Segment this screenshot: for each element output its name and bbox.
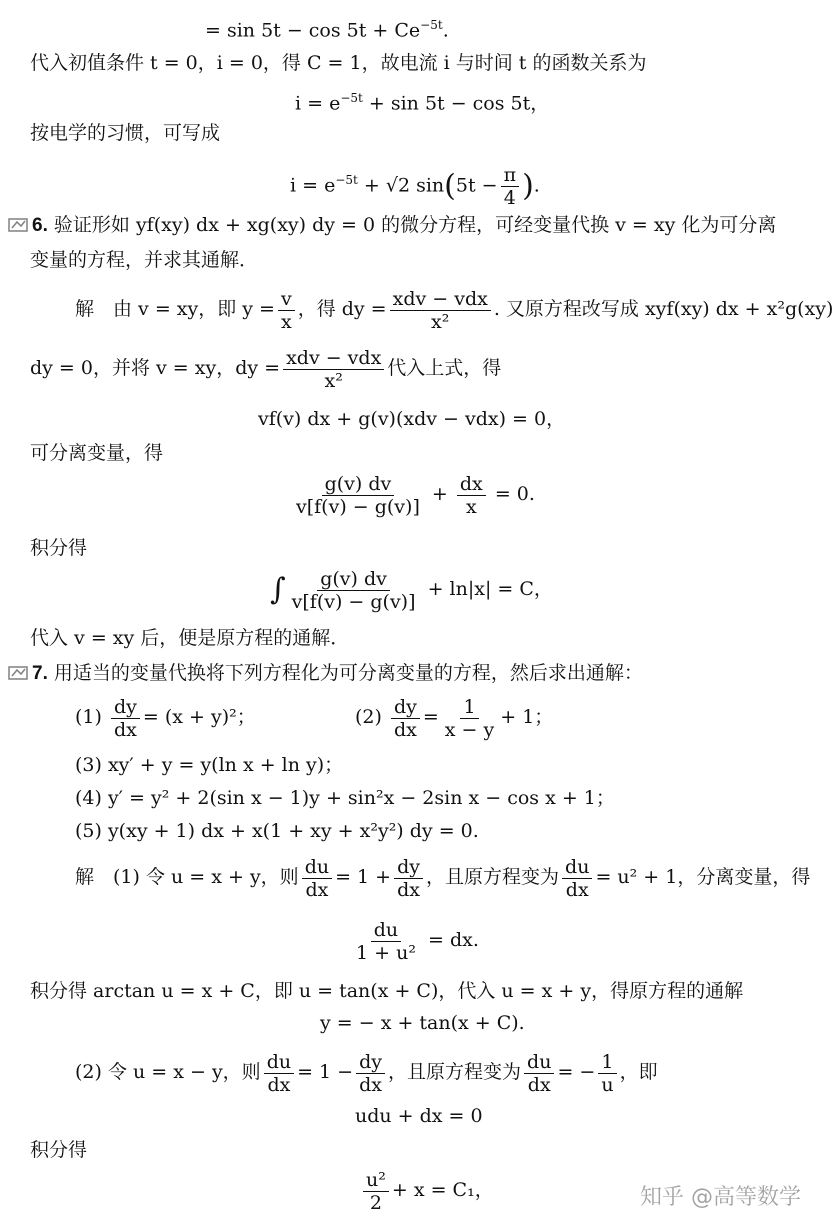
numerator: g(v) dv — [322, 473, 395, 496]
exercise-icon — [8, 665, 30, 681]
fraction — [264, 1051, 294, 1096]
fraction — [457, 473, 486, 518]
equation-line — [295, 85, 549, 116]
equation-text: + sin 5t − cos 5t， — [362, 92, 550, 115]
fraction — [394, 856, 423, 901]
equation-line — [290, 472, 535, 518]
numerator: du — [371, 919, 401, 942]
fraction — [390, 288, 491, 333]
numerator: dy — [356, 1051, 385, 1074]
denominator: dx — [565, 878, 589, 901]
exponent: −5t — [335, 173, 358, 187]
solution-text: ，且原方程变为 — [388, 1061, 522, 1083]
equation-line — [205, 12, 449, 43]
equation-text: = sin 5t − cos 5t + Ce — [205, 19, 421, 42]
solution-line — [75, 855, 810, 901]
denominator: 1 + u² — [356, 941, 416, 964]
fraction — [501, 164, 520, 209]
integral-sign: ∫ — [270, 572, 286, 607]
numerator: xdv − vdx — [390, 288, 491, 311]
fraction — [111, 696, 140, 741]
fraction — [524, 1051, 554, 1096]
equation-text: i = e — [290, 174, 336, 197]
equation-end: . — [533, 174, 540, 197]
numerator: xdv − vdx — [283, 347, 384, 370]
solution-text: = u² + 1，分离变量，得 — [595, 866, 811, 888]
question-number: 7. — [32, 663, 48, 684]
equation-line: y = − x + tan(x + C). — [320, 1012, 525, 1034]
denominator: v[f(v) − g(v)] — [296, 495, 420, 518]
operator: + — [431, 483, 448, 505]
solution-text: ，即 — [619, 1061, 658, 1083]
fraction — [278, 288, 295, 333]
denominator: x − y — [444, 718, 495, 741]
fraction — [283, 347, 384, 392]
numerator: du — [524, 1051, 554, 1074]
equation-text: 5t − — [455, 174, 498, 197]
solution-text: = − — [557, 1061, 596, 1083]
equation-line: udu + dx = 0 — [355, 1105, 483, 1127]
question-text: 用适当的变量代换将下列方程化为可分离变量的方程，然后求出通解： — [53, 662, 643, 684]
watermark: 知乎 @高等数学 — [640, 1185, 801, 1210]
equation-end: + x = C₁， — [391, 1179, 494, 1201]
fraction — [289, 568, 419, 613]
fraction — [293, 473, 423, 518]
solution-line — [75, 287, 833, 333]
equation-end: = dx. — [428, 929, 479, 951]
equation-line — [270, 565, 553, 614]
fraction — [363, 1169, 389, 1214]
solution-text: 代入上式，得 — [387, 357, 502, 379]
fraction — [391, 696, 420, 741]
denominator: x² — [431, 310, 450, 333]
denominator: dx — [305, 878, 329, 901]
equation-line — [290, 160, 540, 209]
question-number: 6. — [32, 215, 48, 236]
left-paren: ( — [444, 168, 456, 204]
question-6 — [8, 212, 776, 239]
solution-text: = 1 − — [297, 1061, 354, 1083]
problem-1 — [75, 695, 256, 741]
solution-text: (2) 令 u = x − y，则 — [75, 1061, 261, 1083]
text-line: 按电学的习惯，可写成 — [30, 122, 221, 144]
fraction — [353, 919, 419, 964]
problem-text: = (x + y)²； — [142, 706, 256, 728]
numerator: dy — [391, 696, 420, 719]
right-paren: ) — [522, 168, 534, 204]
question-text: 验证形如 yf(xy) dx + xg(xy) dy = 0 的微分方程，可经变量代换 v = xy 化为可分离 — [53, 214, 777, 236]
numerator: dy — [394, 856, 423, 879]
fraction — [302, 856, 332, 901]
equation-end: = 0. — [494, 483, 535, 505]
solution-text: = 1 + — [335, 866, 392, 888]
problem-4: (4) y′ = y² + 2(sin x − 1)y + sin²x − 2sin x − cos x + 1； — [75, 787, 615, 809]
numerator: g(v) dv — [317, 568, 390, 591]
problem-5: (5) y(xy + 1) dx + x(1 + xy + x²y²) dy = 0. — [75, 820, 479, 842]
equation-line: vf(v) dx + g(v)(xdv − vdx) = 0， — [258, 408, 566, 430]
numerator: 1 — [598, 1051, 616, 1074]
equation-end: . — [442, 19, 449, 42]
fraction — [562, 856, 592, 901]
text-line: 变量的方程，并求其通解． — [30, 249, 259, 271]
fraction — [356, 1051, 385, 1096]
equation-line — [350, 918, 479, 964]
denominator: dx — [267, 1073, 291, 1096]
text-line: 积分得 arctan u = x + C，即 u = tan(x + C)，代入 u = x + y，得原方程的通解 — [30, 980, 744, 1002]
denominator: dx — [393, 718, 417, 741]
equation-text: i = e — [295, 92, 341, 115]
text-line: 可分离变量，得 — [30, 442, 164, 464]
denominator: dx — [527, 1073, 551, 1096]
numerator: dy — [111, 696, 140, 719]
text-line: 积分得 — [30, 537, 88, 559]
denominator: dx — [113, 718, 137, 741]
exponent: −5t — [340, 91, 363, 105]
solution-line — [75, 1050, 658, 1096]
problem-2 — [355, 695, 553, 741]
numerator: 1 — [460, 696, 478, 719]
numerator: du — [562, 856, 592, 879]
equation-end: + ln|x| = C， — [427, 578, 553, 600]
problem-text: + 1； — [500, 706, 554, 728]
numerator: u² — [363, 1169, 389, 1192]
fraction — [442, 696, 497, 741]
exercise-icon — [8, 217, 30, 233]
numerator: dx — [457, 473, 486, 496]
problem-label: (1) — [75, 706, 102, 728]
denominator: x — [465, 495, 477, 518]
denominator: dx — [359, 1073, 382, 1096]
numerator: π — [501, 164, 520, 187]
equation-text: + √2 sin — [357, 174, 445, 197]
problem-label: (2) — [355, 706, 382, 728]
numerator: du — [264, 1051, 294, 1074]
text-line: 积分得 — [30, 1139, 88, 1161]
denominator: 4 — [503, 186, 516, 209]
operator: = — [422, 706, 439, 728]
numerator: du — [302, 856, 332, 879]
problem-3: (3) xy′ + y = y(ln x + ln y)； — [75, 754, 344, 776]
solution-text: dy = 0，并将 v = xy，dy = — [30, 357, 281, 379]
equation-line — [360, 1168, 494, 1214]
numerator: v — [278, 288, 295, 311]
denominator: v[f(v) − g(v)] — [291, 590, 416, 613]
solution-text: . 又原方程改写成 xyf(xy) dx + x²g(xy) — [493, 298, 834, 320]
text-line: 代入 v = xy 后，便是原方程的通解． — [30, 627, 350, 649]
solution-text: ，得 dy = — [297, 298, 387, 320]
solution-text: 解 由 v = xy，即 y = — [75, 298, 275, 320]
denominator: 2 — [369, 1191, 382, 1214]
exponent: −5t — [420, 18, 443, 32]
denominator: dx — [397, 878, 420, 901]
denominator: x — [280, 310, 292, 333]
solution-line — [30, 346, 501, 392]
text-line: 代入初值条件 t = 0，i = 0，得 C = 1，故电流 i 与时间 t 的函数关系为 — [30, 52, 647, 74]
fraction — [598, 1051, 616, 1096]
solution-text: ，且原方程变为 — [426, 866, 560, 888]
solution-text: 解 (1) 令 u = x + y，则 — [75, 866, 299, 888]
denominator: u — [601, 1073, 614, 1096]
denominator: x² — [324, 369, 343, 392]
question-7 — [8, 660, 643, 687]
